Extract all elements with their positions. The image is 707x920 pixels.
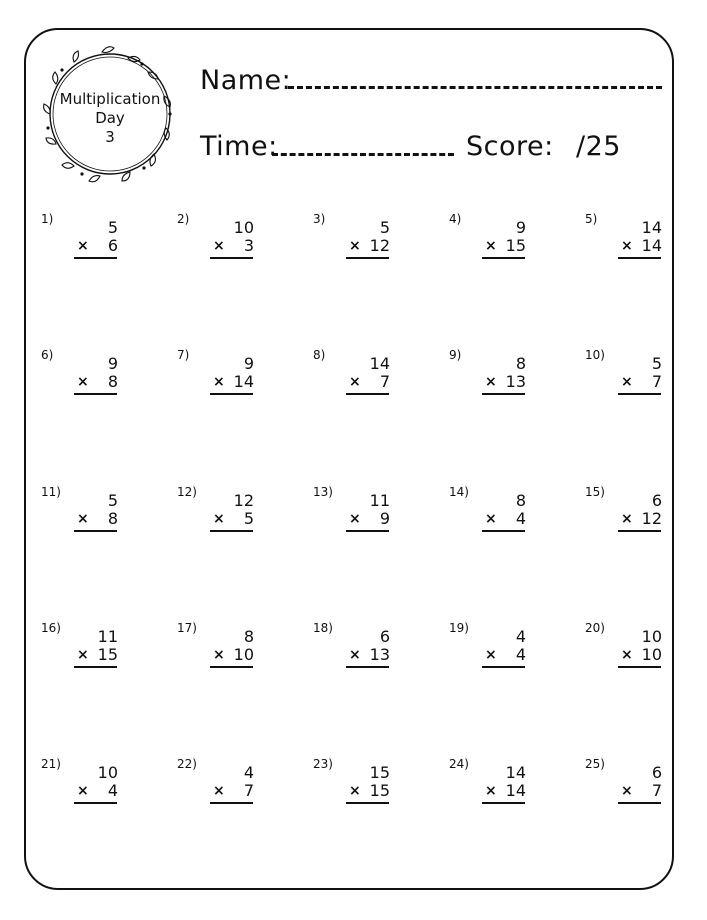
badge-day-number: 3 (105, 128, 115, 146)
multiplier: 14 (233, 372, 254, 391)
badge-title (40, 90, 180, 147)
answer-line[interactable] (346, 802, 389, 804)
multiplicand: 10 (233, 218, 254, 237)
problem-number: 16) (41, 621, 61, 635)
problem-number: 6) (41, 348, 54, 362)
multiplier: 15 (369, 781, 390, 800)
times-sign: × (485, 238, 497, 254)
problem-13 (313, 485, 433, 555)
answer-line[interactable] (210, 393, 253, 395)
times-sign: × (621, 511, 633, 527)
multiplier: 12 (641, 509, 662, 528)
multiplier: 13 (505, 372, 526, 391)
multiplier: 9 (379, 509, 390, 528)
problem-number: 25) (585, 757, 605, 771)
multiplicand: 14 (505, 763, 526, 782)
multiplier: 7 (379, 372, 390, 391)
problem-14 (449, 485, 569, 555)
answer-line[interactable] (618, 393, 661, 395)
time-field[interactable] (272, 153, 454, 156)
problem-number: 9) (449, 348, 462, 362)
times-sign: × (77, 783, 89, 799)
problem-9 (449, 348, 569, 418)
multiplier: 5 (243, 509, 254, 528)
answer-line[interactable] (74, 802, 117, 804)
answer-line[interactable] (482, 530, 525, 532)
multiplier: 4 (107, 781, 118, 800)
multiplier: 15 (505, 236, 526, 255)
name-field[interactable] (288, 86, 662, 89)
multiplier: 6 (107, 236, 118, 255)
problem-number: 2) (177, 212, 190, 226)
answer-line[interactable] (346, 666, 389, 668)
multiplier: 13 (369, 645, 390, 664)
multiplicand: 12 (233, 491, 254, 510)
times-sign: × (77, 647, 89, 663)
times-sign: × (349, 374, 361, 390)
multiplicand: 14 (369, 354, 390, 373)
problem-number: 23) (313, 757, 333, 771)
multiplicand: 14 (641, 218, 662, 237)
problem-number: 3) (313, 212, 326, 226)
multiplicand: 4 (515, 627, 526, 646)
answer-line[interactable] (210, 666, 253, 668)
multiplier: 14 (505, 781, 526, 800)
problem-21 (41, 757, 161, 827)
problem-number: 7) (177, 348, 190, 362)
problem-22 (177, 757, 297, 827)
answer-line[interactable] (482, 802, 525, 804)
problem-3 (313, 212, 433, 282)
answer-line[interactable] (210, 802, 253, 804)
multiplier: 4 (515, 645, 526, 664)
times-sign: × (485, 511, 497, 527)
problem-16 (41, 621, 161, 691)
multiplicand: 15 (369, 763, 390, 782)
problem-number: 12) (177, 485, 197, 499)
times-sign: × (213, 647, 225, 663)
problem-number: 11) (41, 485, 61, 499)
times-sign: × (621, 783, 633, 799)
answer-line[interactable] (74, 530, 117, 532)
problem-23 (313, 757, 433, 827)
answer-line[interactable] (74, 393, 117, 395)
times-sign: × (349, 511, 361, 527)
multiplicand: 10 (97, 763, 118, 782)
multiplier: 7 (651, 372, 662, 391)
problem-11 (41, 485, 161, 555)
problem-number: 15) (585, 485, 605, 499)
multiplicand: 5 (107, 218, 118, 237)
times-sign: × (213, 783, 225, 799)
multiplier: 8 (107, 372, 118, 391)
times-sign: × (77, 238, 89, 254)
problem-number: 22) (177, 757, 197, 771)
times-sign: × (213, 374, 225, 390)
problem-7 (177, 348, 297, 418)
answer-line[interactable] (482, 393, 525, 395)
problem-number: 20) (585, 621, 605, 635)
multiplier: 15 (97, 645, 118, 664)
multiplicand: 6 (379, 627, 390, 646)
time-label: Time: (200, 131, 278, 162)
problem-2 (177, 212, 297, 282)
times-sign: × (621, 647, 633, 663)
answer-line[interactable] (618, 530, 661, 532)
answer-line[interactable] (618, 257, 661, 259)
multiplier: 7 (243, 781, 254, 800)
multiplicand: 5 (651, 354, 662, 373)
problem-number: 24) (449, 757, 469, 771)
problem-number: 10) (585, 348, 605, 362)
times-sign: × (77, 511, 89, 527)
times-sign: × (213, 511, 225, 527)
problem-number: 5) (585, 212, 598, 226)
problem-number: 1) (41, 212, 54, 226)
multiplier: 14 (641, 236, 662, 255)
name-label: Name: (200, 65, 292, 96)
times-sign: × (349, 783, 361, 799)
badge-title-line1: Multiplication (59, 90, 161, 108)
multiplicand: 5 (107, 491, 118, 510)
problem-17 (177, 621, 297, 691)
multiplicand: 9 (243, 354, 254, 373)
times-sign: × (349, 647, 361, 663)
times-sign: × (621, 374, 633, 390)
multiplicand: 11 (97, 627, 118, 646)
multiplicand: 11 (369, 491, 390, 510)
answer-line[interactable] (346, 530, 389, 532)
times-sign: × (349, 238, 361, 254)
answer-line[interactable] (210, 530, 253, 532)
score-total: /25 (576, 131, 621, 162)
problem-25 (585, 757, 705, 827)
multiplier: 3 (243, 236, 254, 255)
times-sign: × (77, 374, 89, 390)
answer-line[interactable] (74, 257, 117, 259)
problem-number: 19) (449, 621, 469, 635)
problem-6 (41, 348, 161, 418)
badge-title-line2: Day (95, 109, 125, 127)
problem-1 (41, 212, 161, 282)
times-sign: × (213, 238, 225, 254)
multiplier: 10 (641, 645, 662, 664)
problem-number: 13) (313, 485, 333, 499)
multiplicand: 9 (107, 354, 118, 373)
multiplicand: 10 (641, 627, 662, 646)
problem-4 (449, 212, 569, 282)
answer-line[interactable] (346, 393, 389, 395)
answer-line[interactable] (618, 666, 661, 668)
multiplicand: 9 (515, 218, 526, 237)
multiplicand: 8 (515, 491, 526, 510)
multiplicand: 6 (651, 763, 662, 782)
problem-8 (313, 348, 433, 418)
problem-10 (585, 348, 705, 418)
answer-line[interactable] (210, 257, 253, 259)
multiplier: 8 (107, 509, 118, 528)
problem-number: 8) (313, 348, 326, 362)
problem-number: 18) (313, 621, 333, 635)
problem-15 (585, 485, 705, 555)
times-sign: × (485, 783, 497, 799)
times-sign: × (485, 647, 497, 663)
multiplicand: 8 (243, 627, 254, 646)
multiplier: 12 (369, 236, 390, 255)
problem-12 (177, 485, 297, 555)
problem-number: 14) (449, 485, 469, 499)
answer-line[interactable] (618, 802, 661, 804)
problem-number: 4) (449, 212, 462, 226)
answer-line[interactable] (482, 257, 525, 259)
problem-18 (313, 621, 433, 691)
problem-number: 17) (177, 621, 197, 635)
problem-24 (449, 757, 569, 827)
multiplicand: 8 (515, 354, 526, 373)
multiplier: 10 (233, 645, 254, 664)
problem-5 (585, 212, 705, 282)
answer-line[interactable] (346, 257, 389, 259)
multiplier: 7 (651, 781, 662, 800)
multiplicand: 4 (243, 763, 254, 782)
answer-line[interactable] (74, 666, 117, 668)
multiplicand: 5 (379, 218, 390, 237)
problem-20 (585, 621, 705, 691)
problem-19 (449, 621, 569, 691)
times-sign: × (485, 374, 497, 390)
answer-line[interactable] (482, 666, 525, 668)
times-sign: × (621, 238, 633, 254)
problem-number: 21) (41, 757, 61, 771)
score-label: Score: (466, 131, 554, 162)
multiplier: 4 (515, 509, 526, 528)
multiplicand: 6 (651, 491, 662, 510)
